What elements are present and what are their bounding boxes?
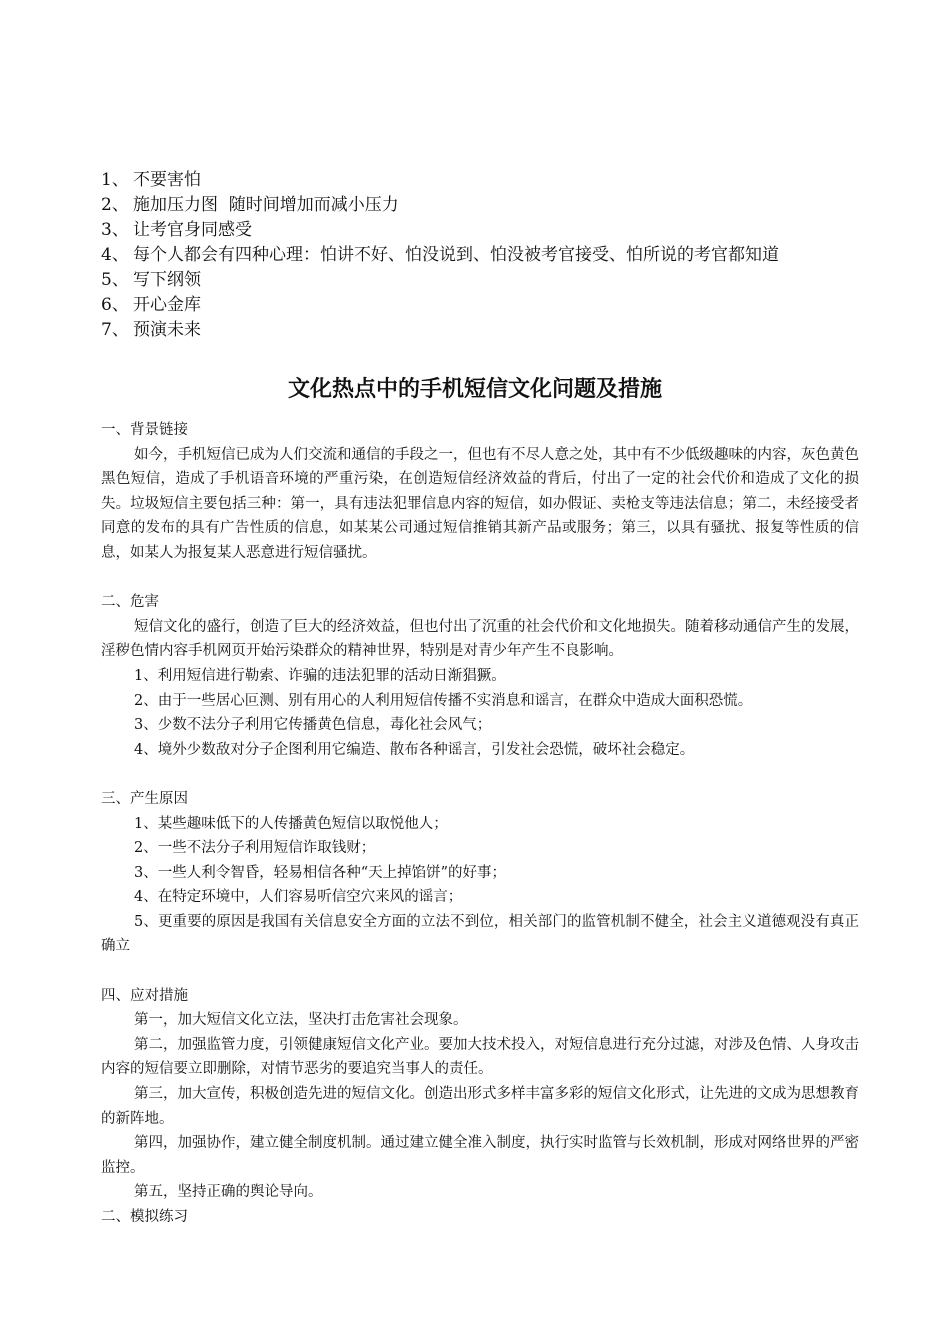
paragraph: 第二，加强监管力度，引领健康短信文化产业。要加大技术投入，对短信息进行充分过滤，对涉及色情、人身攻击内容的短信要立即删除，对情节恶劣的要追究当事人的责任。: [101, 1036, 859, 1078]
blank-line: [101, 959, 859, 984]
section-heading: 三、产生原因: [101, 790, 188, 807]
paragraph: 3、少数不法分子利用它传播黄色信息，毒化社会风气；: [134, 717, 492, 734]
paragraph: 4、在特定环境中，人们容易听信空穴来风的谣言；: [134, 889, 463, 906]
blank-line: [101, 762, 859, 787]
blank-line: [101, 566, 859, 591]
list-text: 预演未来: [133, 320, 201, 340]
paragraph: 1、某些趣味低下的人传播黄色短信以取悦他人；: [134, 815, 448, 832]
paragraph: 5、更重要的原因是我国有关信息安全方面的立法不到位，相关部门的监管机制不健全，社会主义道德观没有真正确立: [101, 913, 859, 955]
numbered-list: [101, 168, 861, 343]
list-item: [101, 243, 861, 268]
paragraph: 第四，加强协作，建立健全制度机制。通过建立健全准入制度，执行实时监管与长效机制，形成对网络世界的严密监控。: [101, 1135, 859, 1176]
paragraph: 2、一些不法分子利用短信诈取钱财；: [134, 840, 376, 857]
paragraph: 第五，坚持正确的舆论导向。: [134, 1184, 323, 1201]
list-number: 1、: [101, 170, 129, 190]
list-text: 施加压力图 随时间增加而减小压力: [133, 195, 399, 215]
list-number: 7、: [101, 320, 129, 340]
list-item: [101, 293, 861, 318]
list-item: [101, 218, 861, 243]
section-heading: 二、模拟练习: [101, 1209, 188, 1225]
list-number: 5、: [101, 270, 129, 290]
list-text: 开心金库: [133, 295, 201, 315]
list-item: [101, 268, 861, 293]
document-body: [101, 418, 859, 1230]
section-heading: 一、背景链接: [101, 422, 188, 438]
list-text: 让考官身同感受: [133, 220, 252, 240]
paragraph: 短信文化的盛行，创造了巨大的经济效益，但也付出了沉重的社会代价和文化地损失。随着移动通信产生的发展，淫秽色情内容手机网页开始污染群众的精神世界，特别是对青少年产生不良影响。: [101, 618, 859, 660]
list-item: [101, 318, 861, 343]
section-heading: 二、危害: [101, 594, 159, 611]
paragraph: 3、一些人利令智昏，轻易相信各种“天上掉馅饼”的好事；: [134, 864, 507, 881]
list-number: 4、: [101, 245, 129, 265]
paragraph: 1、利用短信进行勒索、诈骗的违法犯罪的活动日渐猖獗。: [134, 667, 506, 684]
list-number: 3、: [101, 220, 129, 240]
section-heading: 四、应对措施: [101, 987, 188, 1004]
paragraph: 第三，加大宣传，积极创造先进的短信文化。创造出形式多样丰富多彩的短信文化形式，让先进的文成为思想教育的新阵地。: [101, 1086, 859, 1127]
document-title: 文化热点中的手机短信文化问题及措施: [287, 377, 662, 402]
list-text: 写下纲领: [133, 270, 201, 290]
paragraph: 第一，加大短信文化立法，坚决打击危害社会现象。: [134, 1012, 468, 1029]
list-text: 不要害怕: [133, 170, 201, 190]
list-item: [101, 168, 861, 193]
list-text: 每个人都会有四种心理：怕讲不好、怕没说到、怕没被考官接受、怕所说的考官都知道: [133, 245, 779, 265]
paragraph: 4、境外少数敌对分子企图利用它编造、散布各种谣言，引发社会恐慌，破坏社会稳定。: [134, 741, 695, 758]
list-number: 2、: [101, 195, 129, 215]
list-item: [101, 193, 861, 218]
paragraph: 2、由于一些居心叵测、别有用心的人利用短信传播不实消息和谣言，在群众中造成大面积恐慌。: [134, 692, 753, 709]
paragraph: 如今，手机短信已成为人们交流和通信的手段之一，但也有不尽人意之处，其中有不少低级趣味的内容，灰色黄色黑色短信，造成了手机语音环境的严重污染，在创造短信经济效益的背后，付出了一定的社会代价和造成了文化的损失。垃圾短信主要包括三种：第一，具有违法犯罪信息内容的短信，如办假证、卖枪支等违法信息；第二，未经接受者同意的发布的具有广告性质的信息，如某某公司通过短信推销其新产品或服务；第三，以具有骚扰、报复等性质的信息，如某人为报复某人恶意进行短信骚扰。: [101, 446, 859, 561]
list-number: 6、: [101, 295, 129, 315]
